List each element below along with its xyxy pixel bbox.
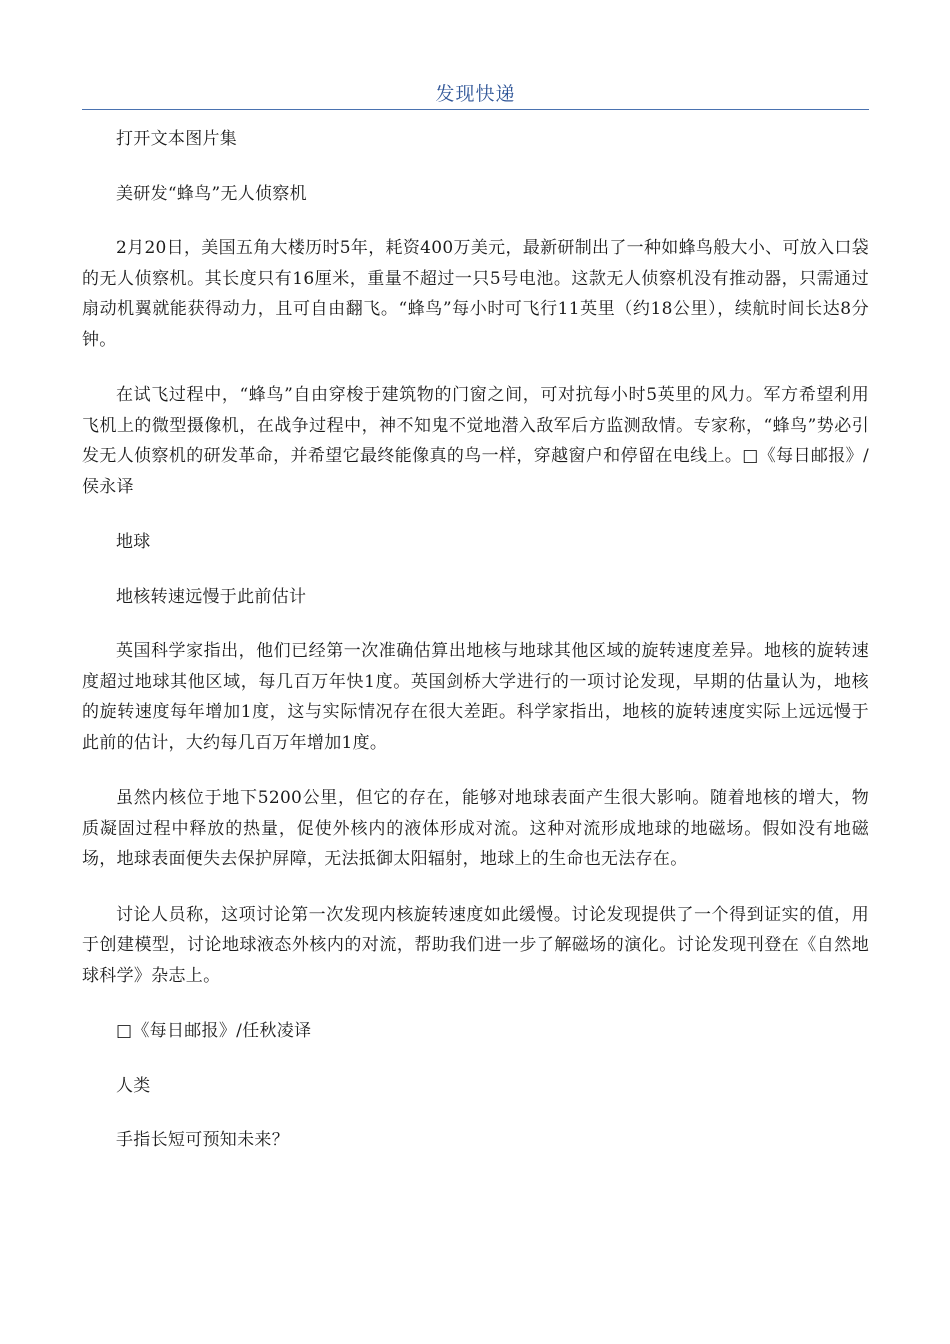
paragraph-open-gallery: 打开文本图片集 — [116, 129, 238, 149]
section-heading-human: 人类 — [116, 1075, 151, 1096]
paragraph: 虽然内核位于地下5200公里，但它的存在，能够对地球表面产生很大影响。随着地核的增大，物质凝固过程中释放的热量，促使外核内的液体形成对流。这种对流形成地球的地磁场。假如没有地磁场，地球表面便失去保护屏障，无法抵御太阳辐射，地球上的生命也无法存在。 — [82, 788, 869, 869]
paragraph-source-credit: □《每日邮报》/任秋凌译 — [116, 1021, 312, 1041]
article-title-hummingbird: 美研发“蜂鸟”无人侦察机 — [116, 183, 307, 204]
header-title: 发现快递 — [435, 83, 516, 105]
paragraph: 讨论人员称，这项讨论第一次发现内核旋转速度如此缓慢。讨论发现提供了一个得到证实的值，用于创建模型，讨论地球液态外核内的对流，帮助我们进一步了解磁场的演化。讨论发现刊登在《自然地球科学》杂志上。 — [82, 904, 869, 986]
section-heading-earth: 地球 — [116, 532, 151, 552]
paragraph: 英国科学家指出，他们已经第一次准确估算出地核与地球其他区域的旋转速度差异。地核的旋转速度超过地球其他区域，每几百万年快1度。英国剑桥大学进行的一项讨论发现，早期的估量认为，地核的旋转速度每年增加1度，这与实际情况存在很大差距。科学家指出，地核的旋转速度实际上远远慢于此前的估计，大约每几百万年增加1度。 — [82, 641, 869, 753]
article-title-earth-core: 地核转速远慢于此前估计 — [116, 586, 307, 607]
paragraph: 在试飞过程中，“蜂鸟”自由穿梭于建筑物的门窗之间，可对抗每小时5英里的风力。军方希望利用飞机上的微型摄像机，在战争过程中，神不知鬼不觉地潜入敌军后方监测敌情。专家称，“蜂鸟”势必引发无人侦察机的研发革命，并希望它最终能像真的鸟一样，穿越窗户和停留在电线上。□《每日邮报》/侯永译 — [82, 385, 869, 497]
article-title-finger-length: 手指长短可预知未来？ — [116, 1130, 289, 1150]
document-body — [82, 124, 869, 1180]
paragraph: 2月20日，美国五角大楼历时5年，耗资400万美元，最新研制出了一种如蜂鸟般大小、可放入口袋的无人侦察机。其长度只有16厘米，重量不超过一只5号电池。这款无人侦察机没有推动器，只需通过扇动机翼就能获得动力，且可自由翻飞。“蜂鸟”每小时可飞行11英里（约18公里），续航时间长达8分钟。 — [82, 238, 869, 350]
page-header — [82, 80, 869, 110]
